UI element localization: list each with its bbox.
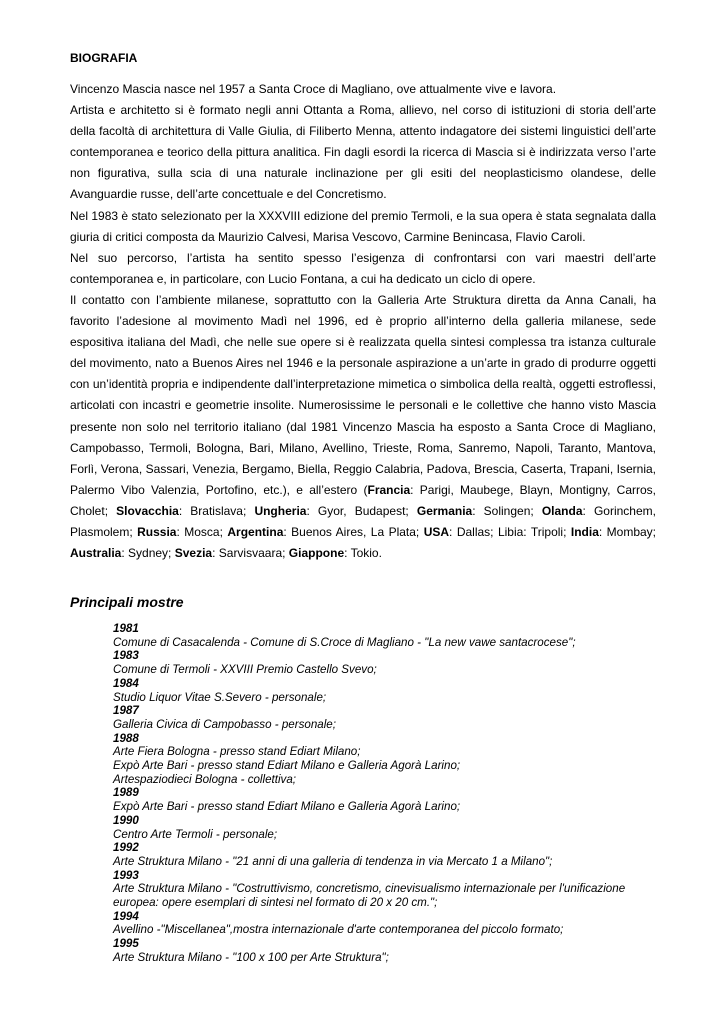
- exhibition-year: 1990: [113, 813, 139, 827]
- country-name: Argentina: [227, 524, 284, 539]
- biografia-paragraph-2: Artista e architetto si è formato negli anni Ottanta a Roma, allievo, nel corso di istituzioni di storia dell’arte della facoltà di architettura di Valle Giulia, di Filiberto Menna, attento indagatore dei sistemi linguistici dell’arte contemporanea e teorico della pittura analitica. Fin dagli esordi la ricerca di Mascia si è indirizzata verso l’arte non figurativa, sulla scia di una naturale inclinazione per gli esiti del neoplasticismo olandese, delle Avanguardie russe, dell’arte concettuale e del Concretismo.: [70, 103, 656, 202]
- country-cities: : Sarvisvaara;: [212, 546, 289, 561]
- exhibition-entry: Avellino -"Miscellanea",mostra internazionale d'arte contemporanea del piccolo formato;: [113, 923, 564, 937]
- exhibition-year: 1987: [113, 704, 139, 718]
- biografia-paragraph-5-text: Il contatto con l’ambiente milanese, soprattutto con la Galleria Arte Struktura diretta da Anna Canali, ha favorito l’adesione al movimento Madì nel 1996, ed è proprio all’interno della galleria milanese, sede espositiva italiana del Madì, che nelle sue opere si è realizzata quella sintesi complessa tra istanza culturale del movimento, nato a Buenos Aires nel 1946 e la personale aspirazione a un’arte in grado di produrre oggetti con un’identità propria e indipendente dall’interpretazione mimetica o simbolica della realtà, oggetti estroflessi, articolati con incastri e geometrie insolite. Numerosissime le personali e le collettive che hanno visto Mascia presente non solo nel territorio italiano (dal 1981 Vincenzo Mascia ha esposto a Santa Croce di Magliano, Campobasso, Termoli, Bologna, Bari, Milano, Avellino, Trieste, Roma, Sanremo, Napoli, Taranto, Mantova, Forlì, Verona, Sassari, Venezia, Bergamo, Biella, Reggio Calabria, Padova, Brescia, Caserta, Trapani, Isernia, Palermo Vibo Valenzia, Portofino, etc.), e all’estero (: [70, 292, 656, 497]
- exhibition-entry: Comune di Casacalenda - Comune di S.Croce di Magliano - "La new vawe santacrocese";: [113, 635, 576, 649]
- country-name: USA: [423, 524, 450, 539]
- exhibition-entry: Comune di Termoli - XXVIII Premio Castello Svevo;: [113, 663, 377, 677]
- exhibition-year: 1983: [113, 649, 139, 663]
- country-name: Germania: [416, 503, 473, 518]
- exhibition-entry: Expò Arte Bari - presso stand Ediart Milano e Galleria Agorà Larino;: [113, 800, 461, 814]
- biografia-heading: BIOGRAFIA: [70, 51, 138, 65]
- exhibition-entry: Artespaziodieci Bologna - collettiva;: [113, 772, 297, 786]
- biografia-paragraph-3: Nel 1983 è stato selezionato per la XXXVIII edizione del premio Termoli, e la sua opera è stata segnalata dalla giuria di critici composta da Maurizio Calvesi, Marisa Vescovo, Carmine Benincasa, Flavio Caroli.: [70, 208, 656, 244]
- exhibition-year: 1994: [113, 909, 139, 923]
- country-name: Russia: [137, 524, 177, 539]
- country-cities: : Sydney;: [121, 546, 175, 561]
- country-name: India: [570, 524, 599, 539]
- exhibition-year: 1988: [113, 731, 139, 745]
- country-cities: : Mosca;: [176, 524, 228, 539]
- country-name: Australia: [70, 546, 122, 561]
- country-cities: : Mombay;: [598, 524, 656, 539]
- country-cities: : Tokio.: [344, 546, 382, 561]
- exhibition-entry: Studio Liquor Vitae S.Severo - personale;: [113, 690, 327, 704]
- biografia-paragraph-4: Nel suo percorso, l’artista ha sentito spesso l’esigenza di confrontarsi con vari maestri dell’arte contemporanea e, in particolare, con Lucio Fontana, a cui ha dedicato un ciclo di opere.: [70, 250, 656, 286]
- biografia-paragraph-1: Vincenzo Mascia nasce nel 1957 a Santa Croce di Magliano, ove attualmente vive e lavora.: [70, 82, 557, 96]
- country-cities: : Buenos Aires, La Plata;: [283, 524, 424, 539]
- country-cities: : Bratislava;: [178, 503, 255, 518]
- country-name: Giappone: [288, 546, 345, 561]
- principali-mostre-heading: Principali mostre: [70, 594, 184, 610]
- exhibition-year: 1992: [113, 841, 139, 855]
- exhibition-entry: Expò Arte Bari - presso stand Ediart Milano e Galleria Agorà Larino;: [113, 759, 461, 773]
- exhibition-entry: Arte Fiera Bologna - presso stand Ediart Milano;: [113, 745, 361, 759]
- biografia-paragraph-5: [70, 290, 656, 564]
- country-cities: : Gorinchem, Plasmolem;: [70, 503, 656, 539]
- exhibition-entry: Arte Struktura Milano - "100 x 100 per Arte Struktura";: [113, 950, 389, 964]
- country-name: Slovacchia: [116, 503, 179, 518]
- exhibition-list: [113, 622, 673, 965]
- exhibition-year: 1993: [113, 868, 139, 882]
- exhibition-year: 1995: [113, 937, 139, 951]
- country-name: Svezia: [174, 546, 213, 561]
- exhibition-entry: Centro Arte Termoli - personale;: [113, 827, 278, 841]
- country-cities: : Parigi, Maubege, Blayn, Montigny, Carros, Cholet;: [70, 482, 656, 518]
- exhibition-entry: Arte Struktura Milano - "21 anni di una galleria di tendenza in via Mercato 1 a Milano";: [113, 854, 553, 868]
- country-cities: : Dallas; Libia: Tripoli;: [449, 524, 571, 539]
- country-name: Francia: [367, 482, 411, 497]
- exhibition-year: 1981: [113, 622, 139, 635]
- exhibition-year: 1989: [113, 786, 139, 800]
- exhibition-year: 1984: [113, 676, 139, 690]
- country-name: Olanda: [541, 503, 583, 518]
- country-name: Ungheria: [254, 503, 307, 518]
- country-cities: : Solingen;: [472, 503, 542, 518]
- exhibition-entry: Galleria Civica di Campobasso - personale;: [113, 717, 336, 731]
- biografia-body: [70, 79, 656, 564]
- exhibition-entry: Arte Struktura Milano - "Costruttivismo, concretismo, cinevisualismo internazionale per l'unificazione europea: opere esemplari di sintesi nel formato di 20 x 20 cm.";: [113, 882, 626, 910]
- country-cities: : Gyor, Budapest;: [306, 503, 417, 518]
